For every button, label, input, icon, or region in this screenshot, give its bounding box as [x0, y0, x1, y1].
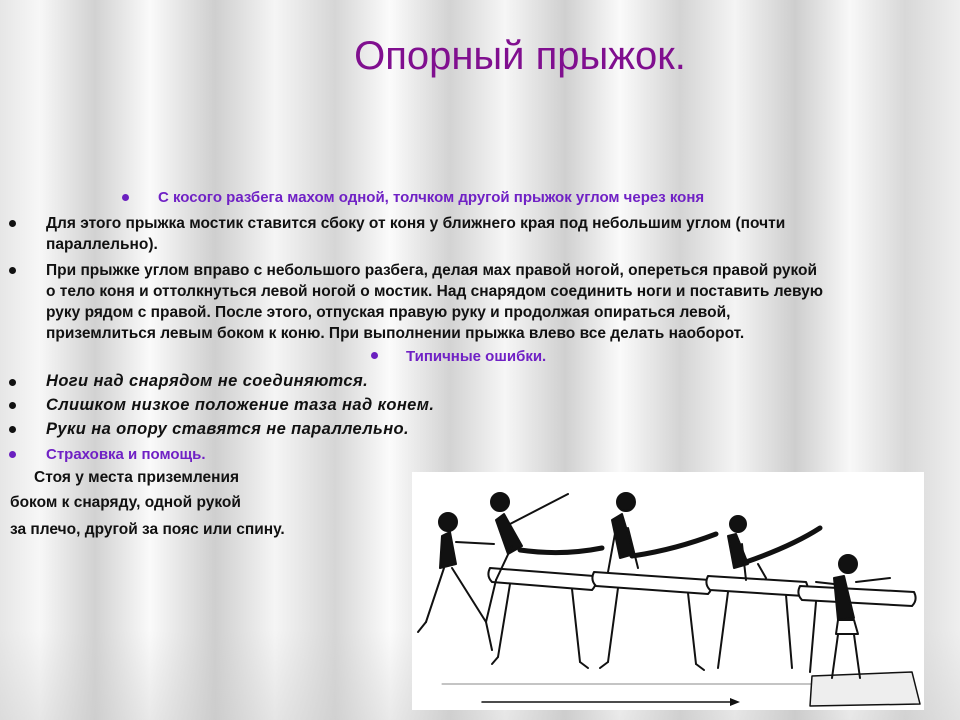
safety-line: Стоя у места приземления [34, 469, 240, 486]
safety-line: боком к снаряду, одной рукой [10, 494, 241, 511]
bullet-icon [9, 267, 16, 274]
vault-sequence-drawing [412, 472, 924, 710]
bullet-icon [122, 194, 129, 201]
bullet-icon [9, 220, 16, 227]
bullet-icon [9, 402, 16, 409]
bullet-icon [371, 352, 378, 359]
errors-heading: Типичные ошибки. [406, 348, 547, 365]
gymnast-figure-3 [608, 493, 716, 572]
para1-line: параллельно). [46, 236, 158, 253]
gymnast-figure-4 [728, 516, 820, 580]
error-item: Руки на опору ставятся не параллельно. [46, 420, 410, 438]
bullet-icon [9, 426, 16, 433]
error-item: Ноги над снарядом не соединяются. [46, 372, 369, 390]
para2-line: о тело коня и оттолкнуться левой ногой о мостик. Над снарядом соединить ноги и поставить левую [46, 283, 823, 300]
safety-line: за плечо, другой за пояс или спину. [10, 521, 285, 538]
para2-line: При прыжке углом вправо с небольшого разбега, делая мах правой ногой, опереться правой рукой [46, 262, 818, 279]
gymnast-figure-5 [816, 555, 890, 678]
safety-heading: Страховка и помощь. [46, 446, 206, 463]
gymnast-figure-1 [418, 513, 494, 650]
gymnast-figure-2 [486, 493, 602, 622]
horse-2 [592, 572, 711, 670]
horse-3 [706, 576, 807, 668]
bullet-icon [9, 451, 16, 458]
slide-title: Опорный прыжок. [354, 34, 686, 78]
para1-line: Для этого прыжка мостик ставится сбоку от коня у ближнего края под небольшим углом (почти [46, 215, 786, 232]
vault-sequence-illustration [412, 472, 924, 710]
para2-line: приземлиться левым боком к коню. При выполнении прыжка влево все делать наоборот. [46, 325, 745, 342]
horse-1 [488, 568, 595, 668]
error-item: Слишком низкое положение таза над конем. [46, 396, 435, 414]
para2-line: руку рядом с правой. После этого, отпуская правую руку и продолжая опираться левой, [46, 304, 731, 321]
bullet-icon [9, 379, 16, 386]
subtitle-text: С косого разбега махом одной, толчком другой прыжок углом через коня [158, 189, 705, 206]
